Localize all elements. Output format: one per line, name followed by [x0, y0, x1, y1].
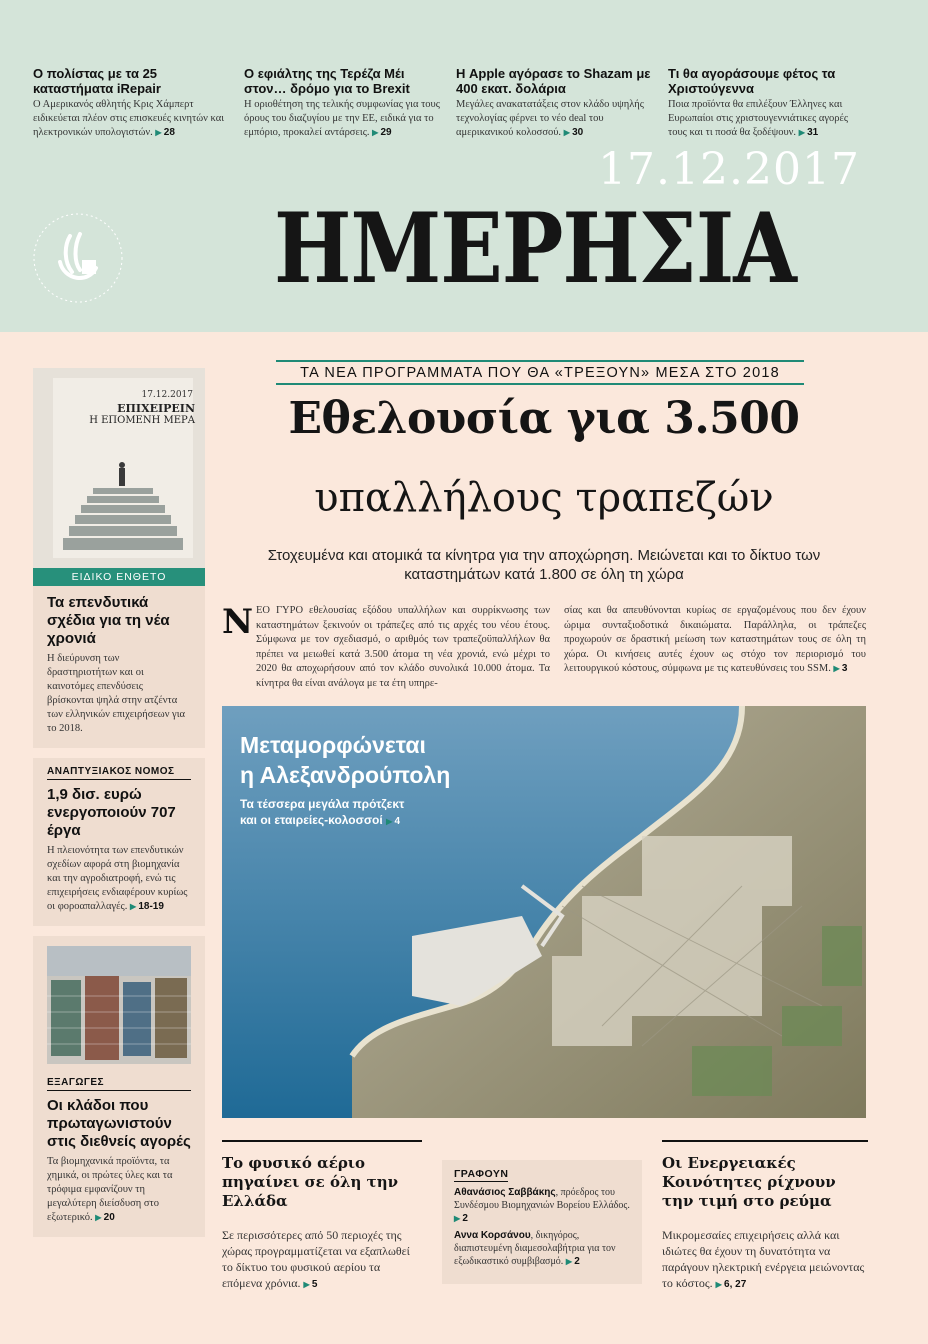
photo-headline-line1: Μεταμορφώνεται: [240, 732, 426, 758]
contributor-2[interactable]: Αννα Κορσάνου, δικηγόρος, διαπιστευμένη διαμεσολαβήτρια για τον εξωδικαστικό συμβιβασμό. ▶ 2: [454, 1229, 630, 1268]
teaser-headline: Η Apple αγόρασε το Shazam με 400 εκατ. δολάρια: [456, 66, 651, 96]
contributor-1[interactable]: Αθανάσιος Σαββάκης, πρόεδρος του Συνδέσμου Βιομηχανιών Βορείου Ελλάδος. ▶ 2: [454, 1186, 630, 1225]
page-ref: ▶ 28: [155, 127, 175, 138]
teaser-text: Ο Αμερικανός αθλητής Κρις Χάμπερτ ειδικεύεται πλέον στις επισκευές κινητών και ηλεκτρονικών υπολογιστών. ▶ 28: [33, 98, 233, 140]
sidebar-story-headline: 1,9 δισ. ευρώ ενεργοποιούν 707 έργα: [47, 786, 176, 839]
dropcap: Ν: [222, 602, 254, 642]
photo-headline[interactable]: [240, 730, 450, 790]
issue-date: 17.12.2017: [598, 144, 860, 195]
sidebar-story-text: Η διεύρυνση των δραστηριοτήτων και οι καινοτόμες επενδύσεις βρίσκονται ψηλά στην ατζέντα των ελληνικών επιχειρήσεων για το 2018.: [47, 653, 186, 734]
sidebar-story-development-law[interactable]: [33, 758, 205, 926]
lead-body-column-1: ΕΟ ΓΥΡΟ εθελουσίας εξόδου υπαλλήλων και συρρίκνωσης των καταστημάτων ξεκινούν οι τράπεζες από τις αρχές του νέου έτους. Σύμφωνα με τον σχεδιασμό, ο αριθμός των τραπεζοϋπαλλήλων θα πρέπει να μειωθεί κατά 3.500 άτομα τη νέα χρονιά, ενώ μέχρι το 2020 θα αποχωρήσουν από τον κλάδο συνολικά 10.000 άτομα. Τα κίνητρα θα είναι ανάλογα με τα έτη υπηρε-: [256, 605, 550, 689]
sidebar-story-text: Η πλειονότητα των επενδυτικών σχεδίων αφορά στη βιομηχανία και την αγροδιατροφή, ενώ τις επιχειρήσεις ενδιαφέρουν κυρίως οι φοροαπαλλαγές. ▶ 18-19: [47, 844, 191, 914]
sidebar-story-exports[interactable]: [33, 936, 205, 1237]
page-ref: ▶ 31: [799, 127, 819, 138]
photo-headline-line2: η Αλεξανδρούπολη: [240, 762, 451, 788]
teaser-apple[interactable]: [456, 66, 656, 140]
insert-cover[interactable]: [33, 368, 205, 568]
lead-headline[interactable]: Εθελουσία για 3.500: [288, 393, 800, 444]
story-headline: Οι Ενεργειακές Κοινότητες ρίχνουν την τιμή στο ρεύμα: [662, 1154, 836, 1210]
left-column: [33, 368, 205, 1237]
sidebar-story-headline: Οι κλάδοι που πρωταγωνιστούν στις διεθνείς αγορές: [47, 1097, 191, 1150]
lead-supra-headline: ΤΑ ΝΕΑ ΠΡΟΓΡΑΜΜΑΤΑ ΠΟΥ ΘΑ «ΤΡΕΞΟΥΝ» ΜΕΣΑ ΣΤΟ 2018: [276, 360, 804, 385]
story-text: Σε περισσότερες από 50 περιοχές της χώρας προγραμματίζεται να εξαπλωθεί το δίκτυο του φυσικού αερίου τα επόμενα χρόνια. ▶ 5: [222, 1227, 422, 1293]
masthead: [0, 0, 928, 332]
page-ref: ▶ 5: [304, 1279, 318, 1290]
story-text: Μικρομεσαίες επιχειρήσεις αλλά και ιδιώτες θα έχουν τη δυνατότητα να παράγουν ηλεκτρική ενέργεια μειώνοντας το κόστος. ▶ 6, 27: [662, 1227, 868, 1293]
sidebar-story-headline: Τα επενδυτικά σχέδια για τη νέα χρονιά: [47, 594, 170, 647]
lead-headline-line2[interactable]: υπαλλήλους τραπεζών: [314, 475, 774, 521]
photo-sub-line1: Τα τέσσερα μεγάλα πρότζεκτ: [240, 797, 405, 811]
sidebar-kicker: ΕΞΑΓΩΓΕΣ: [47, 1077, 191, 1091]
page-ref: ▶ 4: [386, 816, 400, 827]
container-port-image: [47, 946, 191, 1064]
sidebar-story-investment[interactable]: [33, 586, 205, 748]
teaser-text: Μεγάλες ανακατατάξεις στον κλάδο υψηλής τεχνολογίας φέρνει το νέο deal του αμερικανικού κολοσσού. ▶ 30: [456, 98, 656, 140]
insert-cover-subtitle: Η ΕΠΟΜΕΝΗ ΜΕΡΑ: [89, 415, 195, 426]
emblem-wheat-logo: [30, 210, 126, 306]
page-ref: ▶ 29: [372, 127, 392, 138]
insert-cover-title: ΕΠΙΧΕΙΡΕΙΝ: [117, 402, 195, 415]
teaser-headline: Ο εφιάλτης της Τερέζα Μέι στον… δρόμο για το Brexit: [244, 66, 410, 96]
teaser-text: Η οριοθέτηση της τελικής συμφωνίας για τους όρους του διαζυγίου με την ΕΕ, ειδικά για το εμπόριο, προκαλεί αντάρσεις. ▶ 29: [244, 98, 444, 140]
page-ref: ▶ 6, 27: [716, 1279, 747, 1290]
story-natural-gas[interactable]: [222, 1140, 422, 1293]
teaser-headline: Ο πολίστας με τα 25 καταστήματα iRepair: [33, 66, 161, 96]
teaser-headline: Τι θα αγοράσουμε φέτος τα Χριστούγεννα: [668, 66, 836, 96]
photo-subheadline: [240, 796, 404, 830]
teaser-christmas[interactable]: [668, 66, 868, 140]
photo-sub-line2: και οι εταιρείες-κολοσσοί ▶ 4: [240, 812, 404, 830]
newspaper-logo[interactable]: ΗΜΕΡΗΣΙΑ: [274, 192, 796, 306]
page-ref: ▶ 3: [833, 663, 847, 674]
contributors-box: [442, 1160, 642, 1284]
lead-body: [222, 604, 866, 692]
page-ref: ▶ 18-19: [130, 901, 164, 912]
insert-cover-date: 17.12.2017: [141, 390, 193, 400]
contributors-label: ΓΡΑΦΟΥΝ: [454, 1168, 509, 1180]
story-energy-communities[interactable]: [662, 1140, 868, 1293]
page-ref: ▶ 2: [454, 1213, 468, 1224]
story-headline: Το φυσικό αέριο πηγαίνει σε όλη την Ελλάδα: [222, 1154, 399, 1210]
teaser-irepair[interactable]: [33, 66, 233, 140]
teaser-brexit[interactable]: [244, 66, 444, 140]
page-ref: ▶ 2: [566, 1256, 580, 1267]
page-ref: ▶ 30: [564, 127, 584, 138]
teaser-text: Ποια προϊόντα θα επιλέξουν Έλληνες και Ευρωπαίοι στις χριστουγεννιάτικες αγορές τους και τι ποσά θα ξοδέψουν. ▶ 31: [668, 98, 868, 140]
lead-deck: Στοχευμένα και ατομικά τα κίνητρα για την αποχώρηση. Μειώνεται και το δίκτυο των καταστημάτων κατά 1.800 σε όλη τη χώρα: [267, 547, 821, 583]
lead-body-column-2: σίας και θα απευθύνονται κυρίως σε εργαζομένους που δεν έχουν ώριμα συνταξιοδοτικά δικαιώματα. Παράλληλα, οι τράπεζες προχωρούν σε δραστική μείωση των καταστημάτων τους σε όλη τη χώρα. Οι κινήσεις αυτές έχουν ως στόχο τον περιορισμό του λειτουργικού κόστους, σύμφωνα με τις κατευθύνσεις του SSM. ▶ 3: [564, 604, 866, 677]
sidebar-story-text: Τα βιομηχανικά προϊόντα, τα χημικά, οι πρώτες ύλες και τα τρόφιμα εμφανίζουν τη μεγαλύτερη διείσδυση στο εξωτερικό. ▶ 20: [47, 1155, 191, 1225]
page-ref: ▶ 20: [95, 1212, 115, 1223]
insert-label: ΕΙΔΙΚΟ ΕΝΘΕΤΟ: [33, 568, 205, 586]
sidebar-kicker: ΑΝΑΠΤΥΞΙΑΚΟΣ ΝΟΜΟΣ: [47, 766, 191, 780]
